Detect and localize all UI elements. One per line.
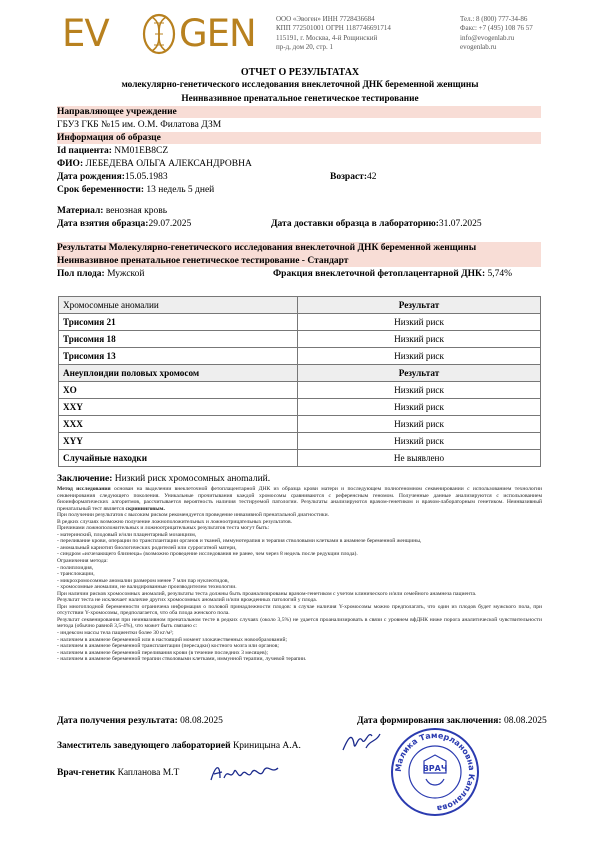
conclusion-row: Заключение: Низкий риск хромосомных анomалий. (57, 474, 271, 484)
fetal-sex-row: Пол плода: Мужской (57, 269, 145, 279)
method-note-line: - синдром «исчезающего близнеца» (возможно проведение исследования не ранее, чем через 8 недель после редукции плода). (57, 551, 358, 558)
method-note-line: - полиплоидия, (57, 564, 94, 571)
logo-text-left: EV (62, 12, 109, 55)
contact-details (460, 15, 533, 53)
results-heading-1: Результаты Молекулярно-генетического исследования внеклеточной ДНК беременной женщины (57, 243, 477, 253)
row-name: XO (63, 384, 77, 395)
method-screening: скрининговым. (125, 505, 165, 512)
method-note-line: Результат секвенирования при неинвазивном пренатальном тесте в редких случаях (около 3,5%) не удается проанализировать в связи с уровнем вфДНК ниже порога аналитической чувствительности метода (обычно равной 3,5-4%), что может быть связано с: (57, 616, 542, 630)
column-header: Результат (398, 367, 440, 378)
conclusion-text: Низкий риск хромосомных анomалий. (114, 474, 271, 484)
company-details (276, 15, 391, 53)
row-name: Трисомия 18 (63, 333, 116, 344)
dob-row: Дата рождения:15.05.1983 (57, 172, 168, 182)
row-name: XXX (63, 418, 83, 429)
results-table (58, 296, 541, 467)
delivery-date: 31.07.2025 (438, 219, 482, 229)
doctor-stamp (390, 727, 480, 817)
geneticist-signature (208, 760, 280, 786)
method-note-line: - переливание крови, операции по трансплантации органов и тканей, иммунотерапия и терапия стволовыми клетками в анамнезе беременной женщины, (57, 538, 422, 545)
report-subtitle: молекулярно-генетического исследования внеклеточной ДНК беременной женщины (121, 80, 479, 90)
table-row (59, 399, 541, 416)
svg-text:Малика Тамерлановна Капланова: Малика Тамерлановна Капланова (393, 730, 477, 814)
row-result: Низкий риск (298, 416, 541, 433)
sample-date: 29.07.2025 (148, 219, 192, 229)
evogen-logo (62, 12, 262, 56)
method-paragraph: основан на выделении внеклеточной фетоплацентарной ДНК из образца крови матери и последующем полногеномном секвенировании с использованием технологии секвенирования следующего поколения. Уникальные прочитывания каждой хромосомы сравниваются с референсным геномом. Полученные данные анализируются с использованием биоинформатических алгоритмов, рассчитывается вероятность наличия тестируемой патологии. Результаты анализируются врачом-генетиком и врачом-лабораторным генетиком. Неинвазивный пренатальный тест является (57, 486, 542, 512)
method-note-line: - индексом массы тела пациентки более 30 кг/м²; (57, 630, 174, 637)
deputy-name: Криницына А.А. (232, 741, 301, 751)
dob: 15.05.1983 (124, 172, 168, 182)
method-lead: Метод исследования (57, 486, 111, 492)
row-result: Не выявлено (298, 450, 541, 467)
sample-info-heading: Информация об образце (57, 133, 161, 143)
table-row (59, 314, 541, 331)
patient-id: NM01EB8CZ (114, 146, 169, 156)
letterhead (0, 0, 600, 60)
result-date: 08.08.2025 (180, 716, 223, 726)
company-line: 115191, г. Москва, 4-й Рощинский (276, 33, 378, 42)
delivery-date-row: Дата доставки образца в лабораторию:31.07.2025 (271, 219, 482, 229)
method-note-line: - хромосомные аномалии, не валидированные производителем технологии. (57, 584, 237, 591)
method-note-line: - материнский, плодовый и/или плацентарный мозаицизм, (57, 531, 197, 538)
method-note-line: Результат теста не исключает наличие других хромосомных аномалий и/или врожденных патологий у плода. (57, 597, 318, 604)
method-note-line: - наличием в анамнезе беременной или в настоящий момент злокачественных новообразований; (57, 636, 288, 643)
table-row (59, 416, 541, 433)
company-line: пр-д, дом 20, стр. 1 (276, 43, 333, 52)
row-result: Низкий риск (298, 314, 541, 331)
table-row (59, 382, 541, 399)
row-name: Трисомия 13 (63, 350, 116, 361)
term-row: Срок беременности: 13 недель 5 дней (57, 185, 215, 195)
method-note-line: При наличии рисков хромосомных аномалий, результаты теста должны быть проанализированы врачом-генетиком с учетом клинического и/или семейного анамнеза пациента. (57, 590, 477, 597)
row-result: Низкий риск (298, 331, 541, 348)
svg-text:ВРАЧ: ВРАЧ (422, 764, 448, 773)
dna-helix-icon (140, 12, 178, 56)
geneticist-signature-row: Врач-генетик Капланова М.Т (57, 768, 180, 778)
report-title: ОТЧЕТ О РЕЗУЛЬТАТАХ (240, 67, 360, 78)
column-header: Анеуплоидии половых хромосом (63, 367, 200, 378)
email-link[interactable]: info@evogenlab.ru (460, 33, 515, 42)
material-row: Материал: венозная кровь (57, 206, 168, 216)
fetal-sex: Мужской (107, 269, 145, 279)
method-note-line: - микрохромосомные аномалии размером менее 7 млн пар нуклеотидов, (57, 577, 229, 584)
table-subheader-row (59, 365, 541, 382)
patient-id-row: Id пациента: NM01EB8CZ (57, 146, 169, 156)
conclusion-date-row: Дата формирования заключения: 08.08.2025 (357, 716, 547, 726)
results-heading-2: Неинвазивное пренатальное генетическое тестирование - Стандарт (57, 256, 349, 266)
material: венозная кровь (105, 206, 168, 216)
report-test-name: Неинвазивное пренатальное генетическое тестирование (181, 94, 419, 104)
patient-name-row: ФИО: ЛЕБЕДЕВА ОЛЬГА АЛЕКСАНДРОВНА (57, 159, 252, 169)
deputy-signature-row: Заместитель заведующего лабораторией Криницына А.А. (57, 741, 301, 751)
company-line: КПП 772501001 ОГРН 1187746691714 (276, 24, 391, 33)
row-name: XYY (63, 435, 83, 446)
phone: Тел.: 8 (800) 777-34-86 (460, 15, 528, 23)
row-name: Случайные находки (63, 452, 147, 463)
table-row (59, 331, 541, 348)
method-note-line: - аномальный кариотип биологических родителей или суррогатной матери, (57, 544, 237, 551)
fax: Факс: +7 (495) 108 76 57 (460, 24, 533, 33)
method-notes (57, 512, 542, 663)
method-note-line: При получении результатов с высоким риском рекомендуется проведение инвазивной пренатальной диагностики. (57, 512, 329, 519)
method-note-line: - наличием в анамнезе беременной переливания крови (в течение последних 3 месяцев); (57, 649, 269, 656)
row-result: Низкий риск (298, 399, 541, 416)
column-header: Результат (298, 297, 541, 314)
method-note-line: Ограничения метода: (57, 558, 108, 565)
table-row (59, 348, 541, 365)
sample-date-row: Дата взятия образца:29.07.2025 (57, 219, 192, 229)
row-result: Низкий риск (298, 433, 541, 450)
company-line: ООО «Эвоген» ИНН 7728436684 (276, 15, 375, 23)
referral-heading: Направляющее учреждение (57, 107, 177, 117)
method-note-line: - транслокации, (57, 571, 95, 578)
geneticist-name: Капланова М.Т (117, 768, 180, 778)
age-row: Возраст:42 (330, 172, 377, 182)
referral-value: ГБУЗ ГКБ №15 им. О.М. Филатова ДЗМ (57, 120, 222, 130)
method-note-line: - наличием в анамнезе беременной терапии стволовыми клетками, иммунной терапии, лучевой терапии. (57, 656, 307, 663)
table-row (59, 450, 541, 467)
age: 42 (366, 172, 377, 182)
row-name: Трисомия 21 (63, 316, 116, 327)
conclusion-date: 08.08.2025 (503, 716, 547, 726)
fetal-fraction-row: Фракция внеклеточной фетоплацентарной ДНК: 5,74% (273, 269, 513, 279)
method-description (57, 486, 542, 663)
deputy-signature (340, 728, 382, 756)
column-header: Хромосомные аномалии (59, 297, 298, 314)
fetal-fraction: 5,74% (487, 269, 513, 279)
table-row (59, 433, 541, 450)
table-header-row (59, 297, 541, 314)
patient-name: ЛЕБЕДЕВА ОЛЬГА АЛЕКСАНДРОВНА (85, 159, 252, 169)
method-note-line: - наличием в анамнезе беременной трансплантации (пересадки) костного мозга или органов; (57, 643, 279, 650)
logo-text-right: GEN (179, 12, 256, 55)
row-result: Низкий риск (298, 348, 541, 365)
website-link[interactable]: evogenlab.ru (460, 43, 497, 52)
method-note-line: Причинами ложноположительных и ложноотрицательных результатов теста могут быть: (57, 525, 270, 532)
method-note-line: При многоплодной беременности ограничена информация о половой принадлежности плодов: в случае наличия Y-хромосомы можно предполагать, что один из плодов будет мужского пола, при отсутствии Y-хромосомы, предполагается, что оба плода женского пола. (57, 603, 542, 617)
row-result: Низкий риск (298, 382, 541, 399)
row-name: XXY (63, 401, 83, 412)
method-note-line: В редких случаях возможно получение ложноположительных и ложноотрицательных результатов. (57, 518, 293, 525)
result-date-row: Дата получения результата: 08.08.2025 (57, 716, 223, 726)
term: 13 недель 5 дней (146, 185, 215, 195)
